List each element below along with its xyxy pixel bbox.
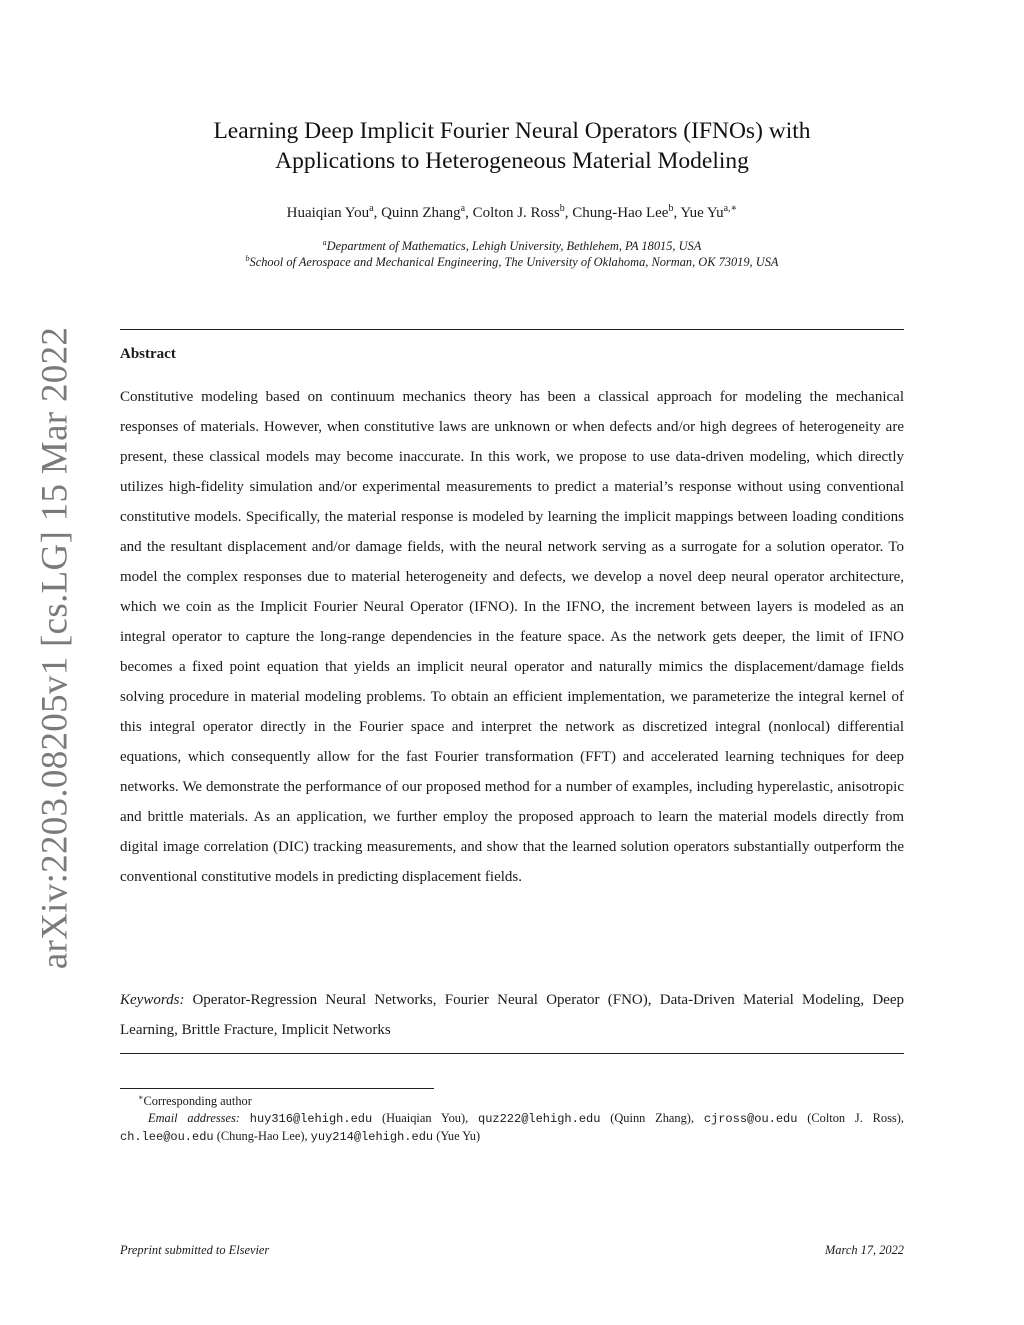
title-line-2: Applications to Heterogeneous Material Modeling <box>275 148 749 174</box>
footer-date: March 17, 2022 <box>824 1243 904 1257</box>
footnote-rule <box>120 1088 434 1089</box>
corresponding-author-note <box>120 1093 904 1110</box>
author-affiliation-marker: a <box>460 203 466 214</box>
email-owner: (Quinn Zhang) <box>610 1111 691 1125</box>
email-owner: (Huaiqian You) <box>381 1111 466 1125</box>
affiliation-text: Department of Mathematics, Lehigh University, Bethlehem, PA 18015, USA <box>326 239 702 253</box>
keywords-label: Keywords: <box>120 992 185 1008</box>
email-link[interactable]: huy316@lehigh.edu <box>249 1112 373 1126</box>
email-link[interactable]: quz222@lehigh.edu <box>478 1112 601 1126</box>
affiliation-marker: a <box>322 237 327 247</box>
email-addresses: Email addresses: huy316@lehigh.edu (Huaiqian You), quz222@lehigh.edu (Quinn Zhang), cjross@ou.edu (Colton J. Ross), ch.lee@ou.edu (Chung-Hao Lee), yuy214@lehigh.edu (Yue Yu) <box>120 1111 904 1144</box>
author-affiliation-marker: b <box>559 203 565 214</box>
footer-preprint-note: Preprint submitted to Elsevier <box>120 1243 270 1257</box>
email-link[interactable]: cjross@ou.edu <box>703 1112 798 1126</box>
paper-title <box>120 116 904 176</box>
email-link[interactable]: ch.lee@ou.edu <box>120 1130 214 1144</box>
abstract-bottom-rule <box>120 1053 904 1054</box>
affiliation-marker: b <box>245 253 250 263</box>
abstract-top-rule <box>120 329 904 330</box>
author-affiliation-marker: b <box>668 203 674 214</box>
author-affiliation-marker: a,∗ <box>723 203 738 214</box>
email-owner: (Yue Yu) <box>436 1129 481 1143</box>
affiliation-b <box>120 254 904 270</box>
keywords-text: Operator-Regression Neural Networks, Fourier Neural Operator (FNO), Data-Driven Material Modeling, Deep Learning, Brittle Fracture, Implicit Networks <box>120 992 904 1038</box>
author-list: Huaiqian You$^a$, Quinn Zhang$^a$, Colton J. Ross$^b$, Chung-Hao Lee$^b$, Yue $Yu^{a,∗}$ <box>286 203 738 221</box>
keywords-block <box>120 985 904 1045</box>
abstract-heading: Abstract <box>120 346 176 362</box>
email-owner: (Chung-Hao Lee) <box>216 1129 305 1143</box>
email-link[interactable]: yuy214@lehigh.edu <box>310 1130 434 1144</box>
author-name: Colton J. Ross <box>472 205 560 221</box>
abstract-body: Constitutive modeling based on continuum mechanics theory has been a classical approach for modeling the mechanical responses of materials. However, when constitutive laws are unknown or when defects and/or high degrees of heterogeneity are present, these classical models may become inaccurate. In this work, we propose to use data-driven modeling, which directly utilizes high-fidelity simulation and/or experimental measurements to predict a material’s response without using conventional constitutive models. Specifically, the material response is modeled by learning the implicit mappings between loading conditions and the resultant displacement and/or damage fields, with the neural network serving as a surrogate for a solution operator. To model the complex responses due to material heterogeneity and defects, we develop a novel deep neural operator architecture, which we coin as the Implicit Fourier Neural Operator (IFNO). In the IFNO, the increment between layers is modeled as an integral operator to capture the long-range dependencies in the feature space. As the network gets deeper, the limit of IFNO becomes a fixed point equation that yields an implicit neural operator and naturally mimics the displacement/damage fields solving procedure in material modeling problems. To obtain an efficient implementation, we parameterize the integral kernel of this integral operator directly in the Fourier space and interpret the network as discretized integral (nonlocal) differential equations, which consequently allow for the fast Fourier transformation (FFT) and accelerated learning techniques for deep networks. We demonstrate the performance of our proposed method for a number of examples, including hyperelastic, anisotropic and brittle materials. As an application, we further employ the proposed approach to learn the material models directly from digital image correlation (DIC) tracking measurements, and show that the learned solution operators substantially outperform the conventional constitutive models in predicting displacement fields. <box>120 389 904 885</box>
title-line-1: Learning Deep Implicit Fourier Neural Operators (IFNOs) with <box>213 118 811 144</box>
affiliation-text: School of Aerospace and Mechanical Engineering, The University of Oklahoma, Norman, OK 73019, USA <box>249 255 779 269</box>
author-name: Chung-Hao Lee <box>572 205 669 221</box>
email-owner: (Colton J. Ross) <box>807 1111 901 1125</box>
author-affiliation-marker: a <box>369 203 374 214</box>
footnote <box>120 1093 904 1146</box>
arxiv-identifier: arXiv:2203.08205v1 [cs.LG] 15 Mar 2022 <box>34 326 76 970</box>
author-name: Yue Yu <box>680 205 724 221</box>
affiliations <box>120 238 904 270</box>
author-name: Huaiqian You <box>286 205 370 221</box>
footnote-marker: ∗ <box>138 1092 144 1102</box>
corresponding-author-text: Corresponding author <box>143 1094 252 1108</box>
author-name: Quinn Zhang <box>381 205 461 221</box>
affiliation-a <box>120 238 904 254</box>
email-label: Email addresses: <box>148 1111 240 1125</box>
